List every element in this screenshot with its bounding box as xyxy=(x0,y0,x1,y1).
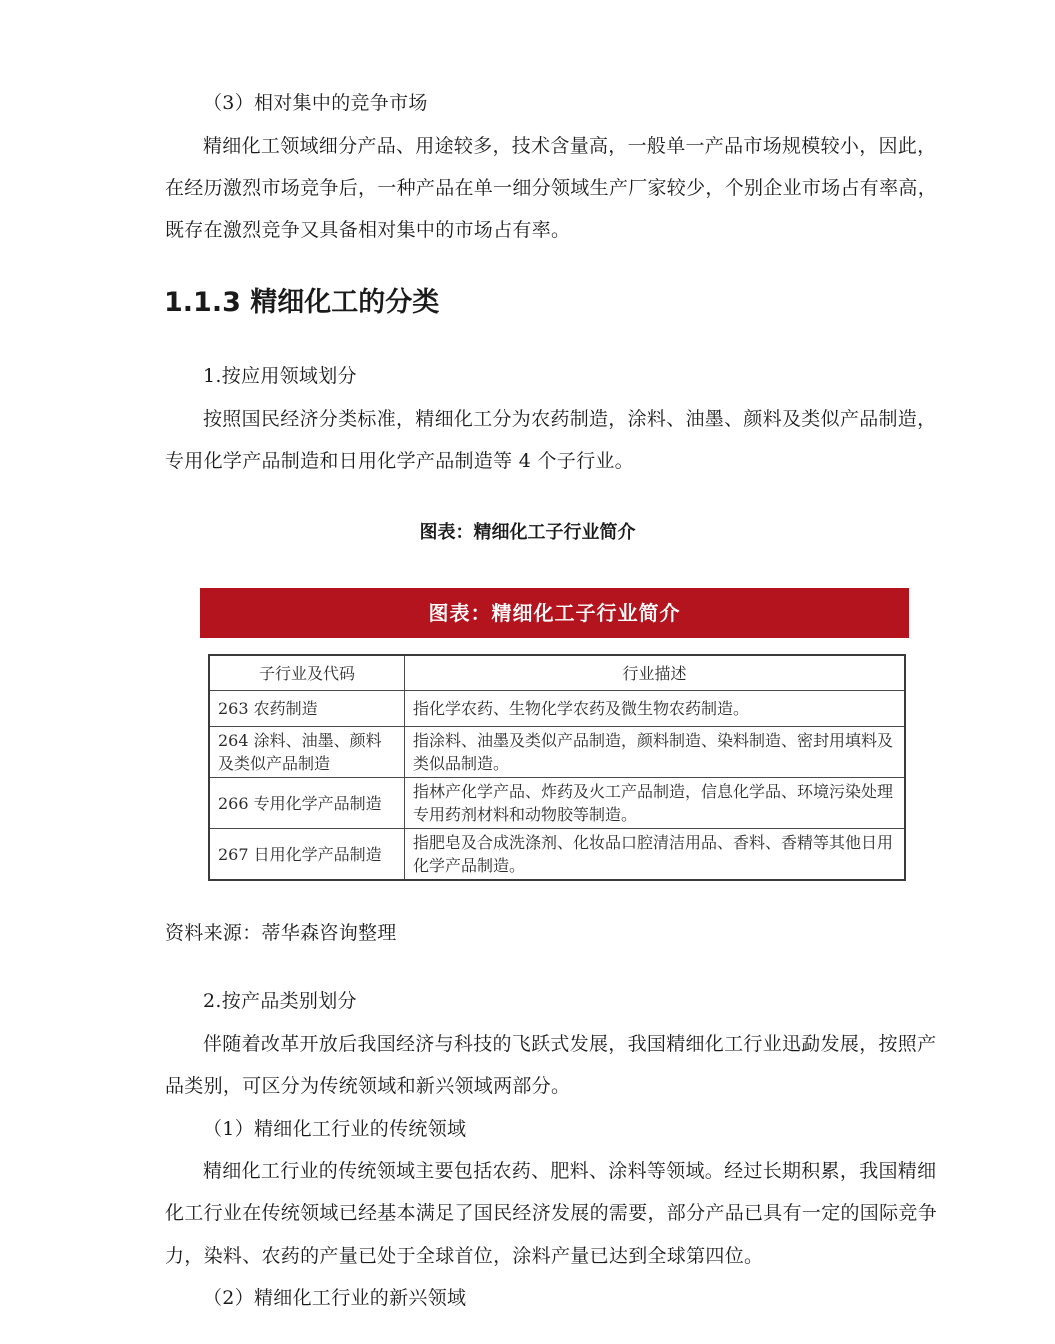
table-cell-desc: 指肥皂及合成洗涤剂、化妆品口腔清洁用品、香料、香精等其他日用化学产品制造。 xyxy=(405,829,906,881)
table-header-code: 子行业及代码 xyxy=(209,655,405,691)
section-heading: 1.1.3 精细化工的分类 xyxy=(164,287,440,318)
figure-image xyxy=(200,588,909,873)
table-cell-desc: 指林产化学产品、炸药及火工产品制造，信息化学品、环境污染处理专用药剂材料和动物胶等制造。 xyxy=(405,778,906,829)
section3-title: （3）相对集中的竞争市场 xyxy=(203,92,428,114)
section3-paragraph-line: 精细化工领域细分产品、用途较多，技术含量高，一般单一产品市场规模较小，因此， xyxy=(203,135,937,157)
table-header-row xyxy=(209,655,905,691)
figure-banner: 图表：精细化工子行业简介 xyxy=(200,588,909,638)
table-cell-desc: 指涂料、油墨及类似产品制造，颜料制造、染料制造、密封用填料及类似品制造。 xyxy=(405,727,906,778)
part2-title: 2.按产品类别划分 xyxy=(203,990,357,1012)
table-row xyxy=(209,829,905,881)
part2-paragraph-line: 伴随着改革开放后我国经济与科技的飞跃式发展，我国精细化工行业迅勐发展，按照产 xyxy=(203,1033,937,1055)
part1-paragraph-line: 按照国民经济分类标准，精细化工分为农药制造，涂料、油墨、颜料及类似产品制造， xyxy=(203,408,937,430)
table-cell-desc: 指化学农药、生物化学农药及微生物农药制造。 xyxy=(405,691,906,727)
table-cell-code: 263 农药制造 xyxy=(209,691,405,727)
subindustry-table xyxy=(208,654,906,881)
sub1-title: （1）精细化工行业的传统领域 xyxy=(203,1118,467,1140)
figure-source: 资料来源：蒂华森咨询整理 xyxy=(165,922,397,944)
part1-paragraph-line: 专用化学产品制造和日用化学产品制造等 4 个子行业。 xyxy=(165,450,634,472)
sub1-paragraph-line: 精细化工行业的传统领域主要包括农药、肥料、涂料等领域。经过长期积累，我国精细 xyxy=(203,1160,937,1182)
table-header-desc: 行业描述 xyxy=(405,655,906,691)
part2-paragraph-line: 品类别，可区分为传统领域和新兴领域两部分。 xyxy=(165,1075,571,1097)
table-row xyxy=(209,691,905,727)
sub2-title: （2）精细化工行业的新兴领域 xyxy=(203,1287,467,1309)
table-cell-code: 266 专用化学产品制造 xyxy=(209,778,405,829)
sub1-paragraph-line: 力，染料、农药的产量已处于全球首位，涂料产量已达到全球第四位。 xyxy=(165,1245,764,1267)
table-row xyxy=(209,778,905,829)
table-row xyxy=(209,727,905,778)
figure-caption: 图表：精细化工子行业简介 xyxy=(419,522,636,543)
sub1-paragraph-line: 化工行业在传统领域已经基本满足了国民经济发展的需要，部分产品已具有一定的国际竞争 xyxy=(165,1202,938,1224)
table-cell-code: 267 日用化学产品制造 xyxy=(209,829,405,881)
section3-paragraph-line: 既存在激烈竞争又具备相对集中的市场占有率。 xyxy=(165,219,571,241)
table-cell-code: 264 涂料、油墨、颜料及类似产品制造 xyxy=(209,727,405,778)
section3-paragraph-line: 在经历激烈市场竞争后，一种产品在单一细分领域生产厂家较少，个别企业市场占有率高， xyxy=(165,177,938,199)
part1-title: 1.按应用领域划分 xyxy=(203,365,357,387)
